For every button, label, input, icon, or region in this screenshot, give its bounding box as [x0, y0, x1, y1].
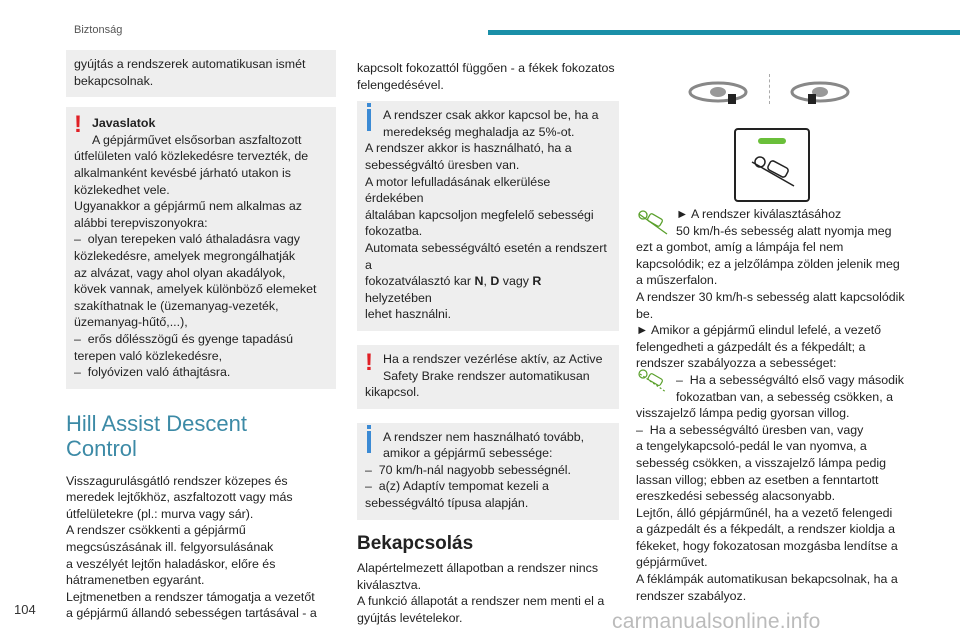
text-line: szakíthatnak le (üzemanyag-vezeték, — [74, 298, 279, 313]
section-heading: Bekapcsolás — [357, 532, 474, 554]
text-line: ► A rendszer kiválasztásához — [676, 207, 842, 221]
text-line: meredekség meghaladja az 5%-ot. — [383, 124, 575, 139]
text-line: megcsúszásának ill. felgyorsulásának — [66, 540, 274, 555]
text-line: gyújtás a rendszerek automatikusan ismét — [74, 57, 306, 71]
text-line: alkalmanként kevésbé járható utakon is — [74, 165, 291, 180]
text-line: Lejtőn, álló gépjárműnél, ha a vezető felengedi — [636, 505, 893, 520]
text-line: fékeket, hogy fokozatosan mozgásba lendítse a — [636, 538, 898, 553]
text-line: – Ha a sebességváltó üresben van, vagy — [636, 422, 864, 437]
text-line: kikapcsol. — [365, 385, 420, 400]
gear-d: D — [490, 274, 500, 289]
hill-descent-button[interactable] — [734, 128, 810, 202]
text-line: – olyan terepeken való áthaladásra vagy — [74, 232, 300, 247]
section-title-line: Hill Assist Descent — [66, 410, 247, 436]
text-line: Alapértelmezett állapotban a rendszer nincs — [357, 561, 599, 576]
text-line: Automata sebességváltó esetén a rendszert a — [365, 240, 611, 272]
text-line: bekapcsolnak. — [74, 73, 154, 88]
section-title-line: Control — [66, 435, 137, 461]
intro-paragraph — [66, 473, 336, 622]
text-line: gyújtás levételekor. — [357, 611, 463, 626]
text-line: A motor lefulladásának elkerülése érdekében — [365, 174, 554, 206]
watermark: carmanualsonline.info — [612, 610, 821, 633]
text-line: rendszer szabályoz. — [636, 588, 747, 603]
text-line: a tengelykapcsoló-pedál le van nyomva, a — [636, 439, 867, 454]
advice-box — [66, 107, 336, 389]
text-line: fokozatba. — [365, 224, 423, 239]
info-icon — [367, 109, 371, 131]
hill-descent-icon — [750, 154, 796, 190]
text-line: rendszer szabályozza a sebességet: — [636, 356, 837, 371]
text-line: amikor a gépjármű sebessége: — [383, 446, 553, 461]
text-line: meredek lejtőkhöz, aszfaltozott vagy más — [66, 490, 293, 505]
text-line: visszajelző lámpa pedig gyorsan villog. — [636, 406, 850, 421]
text-line: ezt a gombot, amíg a lámpája fel nem — [636, 240, 844, 255]
text-line: a gázpedált és a fékpedált, a rendszer kioldja a — [636, 522, 895, 537]
text-line: Visszagurulásgátló rendszer közepes és — [66, 473, 288, 488]
info-box-2 — [357, 423, 619, 520]
text-line: A funkció állapotát a rendszer nem menti el a — [357, 594, 605, 609]
text-fragment: , — [483, 274, 491, 289]
text-line: alábbi terepviszonyokra: — [74, 215, 208, 230]
text-line: Lejtmenetben a rendszer támogatja a vezetőt — [66, 589, 315, 604]
warning-box — [357, 345, 619, 409]
text-line: – a(z) Adaptív tempomat kezeli a — [365, 479, 549, 494]
text-line: A rendszer csak akkor kapcsol be, ha a — [383, 108, 599, 123]
steering-wheel-left-icon — [688, 80, 760, 106]
text-line: útfelületekre (pl.: murva vagy sár). — [66, 506, 254, 521]
continued-paragraph — [357, 60, 619, 93]
text-line: útfelületen való közlekedésre tervezték, de — [74, 149, 309, 164]
text-line: felengedésével. — [357, 77, 444, 92]
text-fragment: vagy — [499, 274, 533, 289]
continuation-box — [66, 50, 336, 97]
activation-paragraph — [357, 560, 619, 626]
text-line: sebességváltó üresben van. — [365, 157, 520, 172]
text-fragment: helyzetében — [365, 274, 545, 305]
info-box — [357, 101, 619, 331]
gear-n: N — [474, 274, 484, 289]
section-title — [66, 411, 336, 461]
divider — [769, 74, 771, 104]
text-line: A gépjárművet elsősorban aszfaltozott — [92, 132, 302, 147]
warning-icon: ! — [365, 348, 373, 376]
text-line: ► Amikor a gépjármű elindul lefelé, a vezető — [636, 323, 882, 338]
text-line: lehet használni. — [365, 307, 452, 322]
text-line: A rendszer nem használható tovább, — [383, 429, 585, 444]
gear-r: R — [532, 274, 542, 289]
text-line: – erős dőlésszögű és gyenge tapadású — [74, 331, 294, 346]
text-line: – 70 km/h-nál nagyobb sebességnél. — [365, 462, 571, 477]
text-line: 50 km/h-és sebesség alatt nyomja meg — [676, 223, 892, 238]
text-line: a műszerfalon. — [636, 273, 718, 288]
text-line: általában kapcsoljon megfelelő sebességi — [365, 207, 594, 222]
column-2 — [357, 60, 619, 627]
text-line: kiválasztva. — [357, 577, 422, 592]
text-line: kapcsolt fokozattól függően - a fékek fokozatos — [357, 61, 615, 75]
text-fragment: fokozatválasztó kar — [365, 274, 475, 289]
text-line: A rendszer 30 km/h-s sebesség alatt kapcsolódik — [636, 289, 905, 304]
text-line: Safety Brake rendszer automatikusan — [383, 368, 590, 383]
text-line: az alvázat, vagy ahol olyan akadályok, — [74, 265, 286, 280]
column-1 — [66, 50, 336, 622]
running-header: Biztonság — [74, 24, 123, 36]
text-line: sebesség csökken, a visszajelző lámpa pedig — [636, 455, 887, 470]
text-line: hátramenetben egyaránt. — [66, 573, 205, 588]
info-icon — [367, 431, 371, 453]
column-3 — [636, 206, 908, 604]
steering-wheel-right-icon — [780, 80, 852, 106]
text-line: – Ha a sebességváltó első vagy második — [676, 372, 904, 387]
advice-title: Javaslatok — [92, 116, 156, 131]
text-line: közlekedésre, amelyek megrongálhatják — [74, 248, 296, 263]
gear-line — [365, 273, 611, 306]
text-line: gépjárművet. — [636, 555, 708, 570]
text-line: A rendszer csökkenti a gépjármű — [66, 523, 246, 538]
text-line: sebességváltó típusa alapján. — [365, 496, 529, 511]
warning-icon: ! — [74, 111, 82, 139]
text-line: be. — [636, 306, 654, 321]
text-line: a gépjármű állandó sebességen tartásával - a — [66, 606, 317, 621]
text-line: a veszélyét lejtőn haladáskor, előre és — [66, 556, 276, 571]
text-line: üzemanyag-hűtő,...), — [74, 315, 188, 330]
header-accent-bar — [488, 30, 960, 35]
text-line: kapcsolódik; ez a jelzőlámpa zölden jelenik meg — [636, 256, 900, 271]
text-line: terepen való közlekedésre, — [74, 348, 223, 363]
text-line: – folyóvizen való áthajtásra. — [74, 365, 231, 380]
text-line: ereszkedési sebesség alacsonyabb. — [636, 489, 836, 504]
text-line: Ha a rendszer vezérlése aktív, az Active — [383, 351, 603, 366]
text-line: közlekedhet vele. — [74, 182, 170, 197]
text-line: kövek vannak, amelyek különböző elemeket — [74, 282, 317, 297]
text-line: fokozatban van, a sebesség csökken, a — [676, 389, 893, 404]
page-number: 104 — [14, 602, 36, 617]
text-line: A féklámpák automatikusan bekapcsolnak, ha a — [636, 572, 898, 587]
text-line: felengedheti a gázpedált és a fékpedált; a — [636, 339, 866, 354]
text-line: Ugyanakkor a gépjármű nem alkalmas az — [74, 199, 302, 214]
text-line: A rendszer akkor is használható, ha a — [365, 141, 572, 156]
status-led — [758, 138, 786, 144]
text-line: lassan villog; ebben az esetben a fenntartott — [636, 472, 879, 487]
